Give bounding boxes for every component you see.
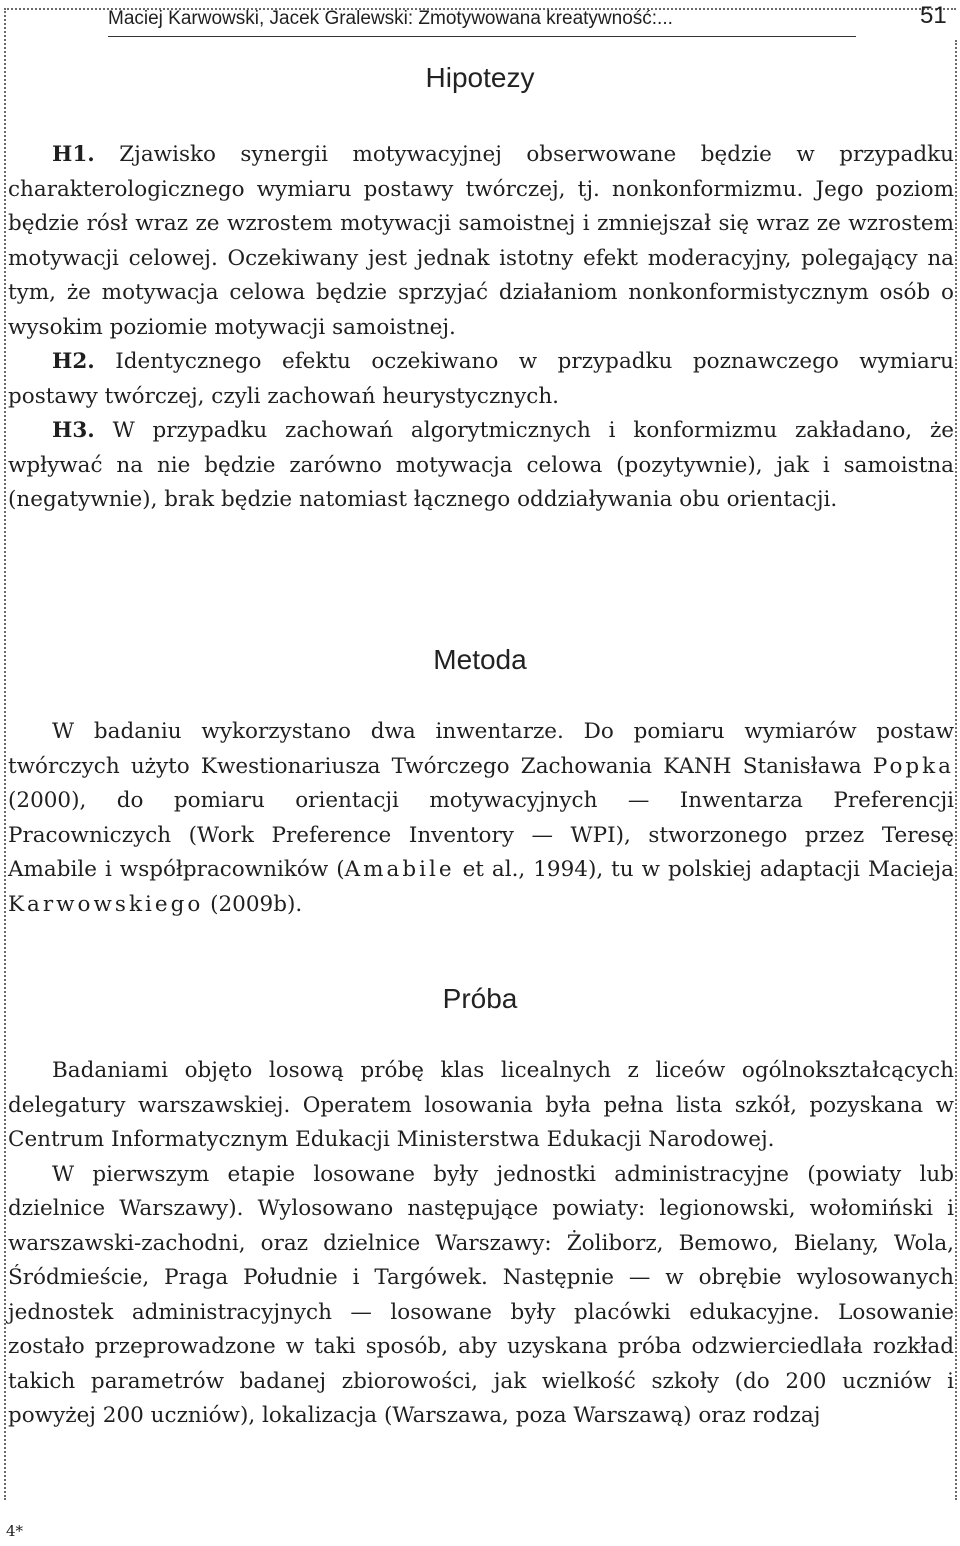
hypotheses-body xyxy=(8,138,954,518)
text-run: (2009b). xyxy=(203,891,303,917)
page-frame-right xyxy=(955,40,957,1500)
hypothesis-text: Identycznego efektu oczekiwano w przypadku poznawczego wymiaru postawy twórczej, czyli zachowań heurystycznych. xyxy=(8,349,954,409)
running-header: Maciej Karwowski, Jacek Gralewski: Zmotywowana kreatywność:... xyxy=(108,8,856,37)
hypothesis-label: H2. xyxy=(52,349,95,374)
author-name: Karwowskiego xyxy=(8,891,204,917)
method-body xyxy=(8,715,954,922)
hypothesis-label: H1. xyxy=(52,142,95,167)
page-frame-left xyxy=(4,8,6,1500)
section-title-metoda: Metoda xyxy=(433,644,527,675)
hypothesis-text: W przypadku zachowań algorytmicznych i konformizmu zakładano, że wpływać na nie będzie zarówno motywacja celowa (pozytywnie), jak i samoistna (negatywnie), brak będzie natomiast łącznego oddziaływania obu orientacji. xyxy=(8,418,954,512)
section-title-proba: Próba xyxy=(442,983,518,1014)
signature-mark: 4* xyxy=(6,1522,24,1540)
text-run: (2000), do pomiaru orientacji motywacyjnych — Inwentarza Preferencji Pracowniczych (Work Preference Inventory — WPI), stworzonego przez Teresę Amabile i współpracowników ( xyxy=(8,788,954,882)
hypothesis-label: H3. xyxy=(52,418,95,443)
sample-body xyxy=(8,1054,954,1434)
hypothesis-h2 xyxy=(8,345,954,414)
hypothesis-h3 xyxy=(8,414,954,518)
section-title-hipotezy: Hipotezy xyxy=(425,62,535,93)
hypothesis-text: Zjawisko synergii motywacyjnej obserwowane będzie w przypadku charakterologicznego wymiaru postawy twórczej, tj. nonkonformizmu. Jego poziom będzie rósł wraz ze wzrostem motywacji samoistnej i zmniejszał się wraz ze wzrostem motywacji celowej. Oczekiwany jest jednak istotny efekt moderacyjny, polegający na tym, że motywacja celowa będzie sprzyjać działaniom nonkonformistycznym osób o wysokim poziomie motywacji samoistnej. xyxy=(8,142,954,340)
hypothesis-h1 xyxy=(8,138,954,345)
method-paragraph xyxy=(8,715,954,922)
sample-paragraph-1: Badaniami objęto losową próbę klas licealnych z liceów ogólnokształcących delegatury warszawskiej. Operatem losowania była pełna lista szkół, pozyskana w Centrum Informatycznym Edukacji Ministerstwa Edukacji Narodowej. xyxy=(8,1058,954,1152)
text-run: W badaniu wykorzystano dwa inwentarze. Do pomiaru wymiarów postaw twórczych użyto Kwestionariusza Twórczego Zachowania KANH Stanisława xyxy=(8,719,954,779)
author-name: Popka xyxy=(872,753,954,779)
text-run: et al., 1994), tu w polskiej adaptacji Macieja xyxy=(454,857,954,882)
author-name: Amabile xyxy=(344,857,455,882)
page-number: 51 xyxy=(920,2,947,29)
sample-paragraph-2: W pierwszym etapie losowane były jednostki administracyjne (powiaty lub dzielnice Warszawy). Wylosowano następujące powiaty: legionowski, wołomiński i warszawski-zachodni, oraz dzielnice Warszawy: Żoliborz, Bemowo, Bielany, Wola, Śródmieście, Praga Południe i Targówek. Następnie — w obrębie wylosowanych jednostek administracyjnych — losowane były placówki edukacyjne. Losowanie zostało przeprowadzone w taki sposób, aby uzyskana próba odzwierciedlała rozkład takich parametrów badanej zbiorowości, jak wielkość szkoły (do 200 uczniów i powyżej 200 uczniów), lokalizacja (Warszawa, poza Warszawą) oraz rodzaj xyxy=(8,1161,954,1428)
